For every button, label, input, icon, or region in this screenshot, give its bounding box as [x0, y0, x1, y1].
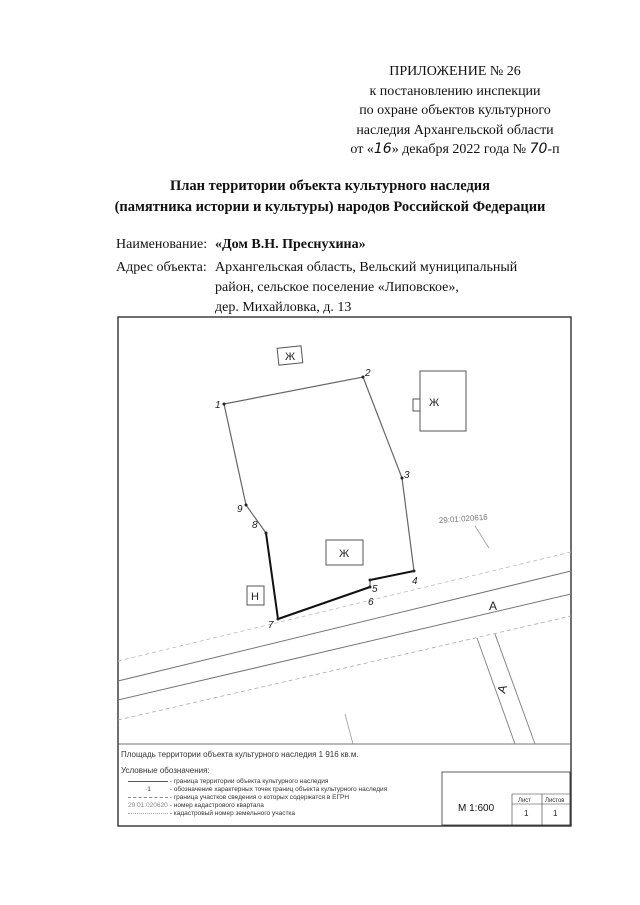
- boundary-segment-5-4: [370, 571, 414, 580]
- building-label-nonresidential: Н: [251, 591, 259, 603]
- title-line-1: План территории объекта культурного наследия: [169, 178, 490, 194]
- building-east: [420, 371, 466, 431]
- point-label-5: 5: [372, 584, 378, 595]
- point-label-9: 9: [237, 504, 243, 515]
- area-text: Площадь территории объекта культурного наследия 1 916 кв.м.: [121, 750, 359, 759]
- building-label-north: Ж: [285, 351, 296, 363]
- point-label-3: 3: [404, 470, 410, 481]
- name-value: «Дом В.Н. Преснухина»: [215, 237, 366, 252]
- boundary-points: [223, 376, 416, 621]
- sheet-value: 1: [524, 809, 529, 818]
- point-label-8: 8: [252, 520, 258, 531]
- block-pointer: [475, 526, 489, 548]
- appendix-line-4: наследия Архангельской области: [356, 122, 554, 138]
- map-scale: М 1:600: [458, 803, 495, 814]
- legend-item: [128, 802, 264, 809]
- building-east-porch: [413, 399, 420, 411]
- sheets-value: 1: [553, 809, 558, 818]
- territory-boundary: [224, 377, 414, 619]
- building-label-east: Ж: [429, 397, 440, 409]
- legend-title: Условные обозначения:: [121, 766, 210, 775]
- point-label-2: 2: [365, 368, 371, 379]
- appendix-line-3: по охране объектов культурного: [359, 103, 551, 118]
- appendix-header: [330, 62, 580, 160]
- road-label-main: А: [489, 599, 498, 613]
- document-suffix: -п: [547, 142, 560, 157]
- appendix-line-2: к постановлению инспекции: [369, 83, 541, 99]
- legend-text-2: - обозначение характерных точек границ объекта культурного наследия: [169, 786, 388, 793]
- legend-item: [128, 810, 295, 817]
- appendix-date-line: [330, 140, 580, 160]
- point-label-6: 6: [368, 597, 374, 608]
- parcel-line-upper: [118, 552, 571, 661]
- date-middle: » декабря 2022 года №: [391, 142, 530, 157]
- legend-item: [128, 778, 328, 785]
- date-day: 16: [373, 141, 392, 157]
- name-label: Наименование:: [116, 237, 208, 252]
- boundary-segment-7-8: [266, 533, 278, 619]
- point-label-1: 1: [215, 400, 221, 411]
- parcel-mark: [345, 714, 353, 744]
- legend-item: [128, 794, 349, 801]
- cadastral-block-label: 29:01:020616: [438, 512, 488, 525]
- address-line-2: район, сельское поселение «Липовское»,: [215, 280, 459, 295]
- boundary-segment-7-6: [278, 587, 370, 619]
- road-label-side: А: [494, 683, 510, 695]
- address-line-3: дер. Михайловка, д. 13: [215, 300, 352, 315]
- sheets-label: Листов: [545, 798, 565, 804]
- appendix-number: ПРИЛОЖЕНИЕ № 26: [389, 64, 521, 79]
- legend-text-1: - граница территории объекта культурного наследия: [169, 778, 329, 785]
- legend-text-5: - кадастровый номер земельного участка: [169, 810, 296, 817]
- parcel-line-lower: [118, 616, 571, 720]
- address-label: Адрес объекта:: [116, 260, 207, 275]
- point-label-7: 7: [268, 620, 274, 631]
- legend-symbol-4: 29:01:020620: [128, 802, 168, 809]
- address-line-1: Архангельская область, Вельский муниципальный: [215, 260, 518, 275]
- road-edge-top: [118, 571, 571, 681]
- building-label-main: Ж: [339, 548, 350, 560]
- date-prefix: от «: [350, 142, 374, 157]
- document-number: 70: [529, 141, 548, 157]
- legend-text-3: - граница участков сведения о которых содержатся в ЕГРН: [169, 794, 350, 801]
- point-label-4: 4: [412, 576, 418, 587]
- legend-text-4: - номер кадастрового квартала: [169, 802, 264, 809]
- legend-symbol-2: ·1: [145, 786, 151, 793]
- sheet-label: Лист: [518, 798, 532, 804]
- title-line-2: (памятника истории и культуры) народов Российской Федерации: [114, 199, 546, 215]
- document-title: [60, 176, 600, 218]
- road-edge-bottom: [118, 594, 571, 700]
- legend-item: [128, 786, 387, 793]
